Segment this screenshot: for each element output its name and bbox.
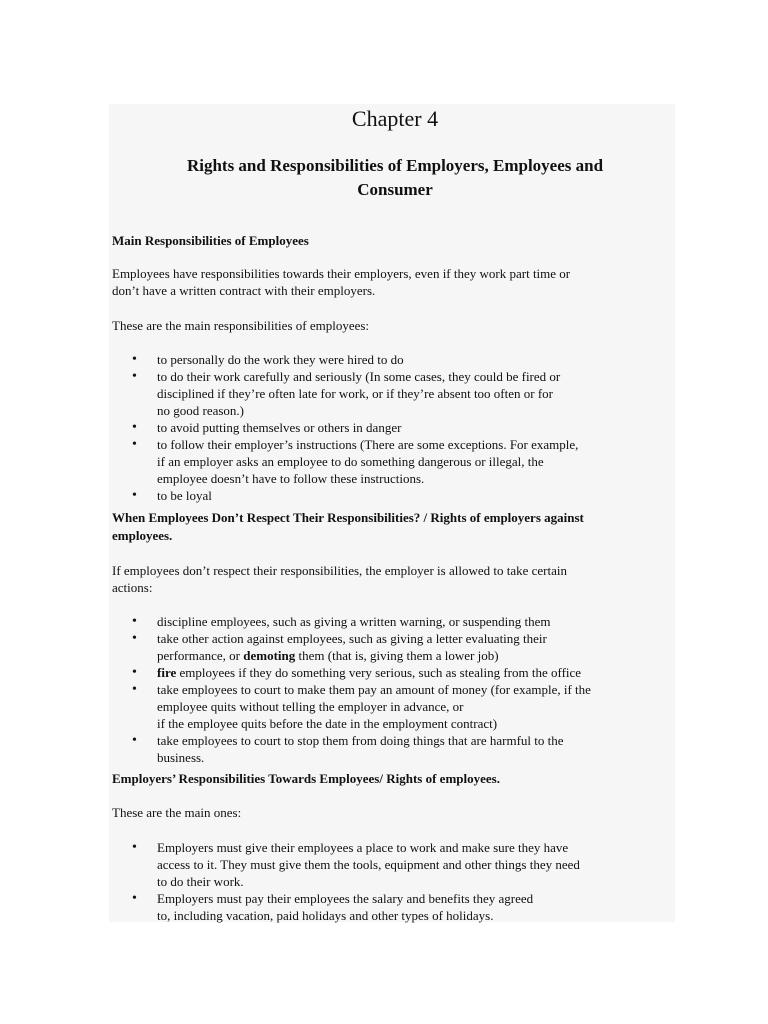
- section-heading-employee-responsibilities: Main Responsibilities of Employees: [112, 233, 309, 248]
- list-item: [112, 613, 678, 630]
- section1-intro-line-2: don’t have a written contract with their employers.: [112, 283, 376, 298]
- list-item-line: employee doesn’t have to follow these instructions.: [157, 471, 425, 486]
- list-item: [112, 630, 678, 664]
- section3-lead: These are the main ones:: [112, 805, 242, 820]
- list-item-text: them (that is, giving them a lower job): [295, 648, 499, 663]
- chapter-heading: Chapter 4: [351, 106, 439, 131]
- list-item-line: [157, 647, 678, 664]
- section2-intro-line-1: If employees don’t respect their responsibilities, the employer is allowed to take certain: [112, 563, 567, 578]
- section2-heading-line-2: employees.: [112, 528, 173, 543]
- list-item: [112, 368, 678, 419]
- employer-responsibilities-list: [112, 839, 678, 924]
- list-item-line: if an employer asks an employee to do something dangerous or illegal, the: [157, 454, 544, 469]
- section2-heading-line-1: When Employees Don’t Respect Their Responsibilities? / Rights of employers against: [112, 510, 584, 525]
- list-item: [112, 436, 678, 487]
- list-item-line: employee quits without telling the employer in advance, or: [157, 699, 464, 714]
- list-item: [112, 351, 678, 368]
- section-heading-rights-of-employers: [112, 509, 584, 545]
- section1-lead: These are the main responsibilities of employees:: [112, 318, 370, 333]
- section1-intro: [112, 265, 678, 299]
- list-item: [112, 681, 678, 732]
- list-item-emphasis: demoting: [243, 648, 296, 663]
- list-item-line: access to it. They must give them the tools, equipment and other things they need: [157, 857, 580, 872]
- list-item-line: • to do their work carefully and seriously (In some cases, they could be fired or: [157, 369, 561, 384]
- list-item-line: business.: [157, 750, 205, 765]
- list-item-line: • to avoid putting themselves or others in danger: [157, 420, 402, 435]
- list-item-line: • to be loyal: [157, 488, 212, 503]
- list-item-emphasis: fire: [157, 665, 177, 680]
- list-item-line: • Employers must give their employees a place to work and make sure they have: [157, 840, 569, 855]
- section2-intro: [112, 562, 678, 596]
- list-item: [112, 732, 678, 766]
- section1-intro-line-1: Employees have responsibilities towards their employers, even if they work part time or: [112, 266, 571, 281]
- list-item-line: • discipline employees, such as giving a written warning, or suspending them: [157, 614, 551, 629]
- document-title-line-1: Rights and Responsibilities of Employers, Employees and: [186, 156, 604, 175]
- list-item-line: • Employers must pay their employees the salary and benefits they agreed: [157, 891, 534, 906]
- list-item: [112, 664, 678, 681]
- list-item: [112, 890, 678, 924]
- list-item-line: • take other action against employees, such as giving a letter evaluating their: [157, 631, 547, 646]
- list-item-line: to do their work.: [157, 874, 244, 889]
- list-item-line: • to personally do the work they were hired to do: [157, 352, 404, 367]
- list-item-line: • take employees to court to make them pay an amount of money (for example, if the: [157, 682, 591, 697]
- list-item-line: • to follow their employer’s instructions (There are some exceptions. For example,: [157, 437, 579, 452]
- list-item: [112, 839, 678, 890]
- document-title-line-2: Consumer: [357, 180, 433, 199]
- list-item-line: no good reason.): [157, 403, 245, 418]
- document-title: [112, 154, 678, 202]
- section2-intro-line-2: actions:: [112, 580, 153, 595]
- section-heading-employer-responsibilities: Employers’ Responsibilities Towards Employees/ Rights of employees.: [112, 771, 500, 786]
- list-item: [112, 419, 678, 436]
- list-item-line: if the employee quits before the date in the employment contract): [157, 716, 498, 731]
- employee-responsibilities-list: [112, 351, 678, 504]
- list-item-text: performance, or: [157, 648, 244, 663]
- list-item-line: [157, 664, 678, 681]
- list-item-line: • take employees to court to stop them from doing things that are harmful to the: [157, 733, 564, 748]
- employer-actions-list: [112, 613, 678, 766]
- list-item-line: to, including vacation, paid holidays and other types of holidays.: [157, 908, 494, 923]
- list-item-line: disciplined if they’re often late for work, or if they’re absent too often or for: [157, 386, 553, 401]
- list-item-text: employees if they do something very serious, such as stealing from the office: [176, 665, 582, 680]
- list-item: [112, 487, 678, 504]
